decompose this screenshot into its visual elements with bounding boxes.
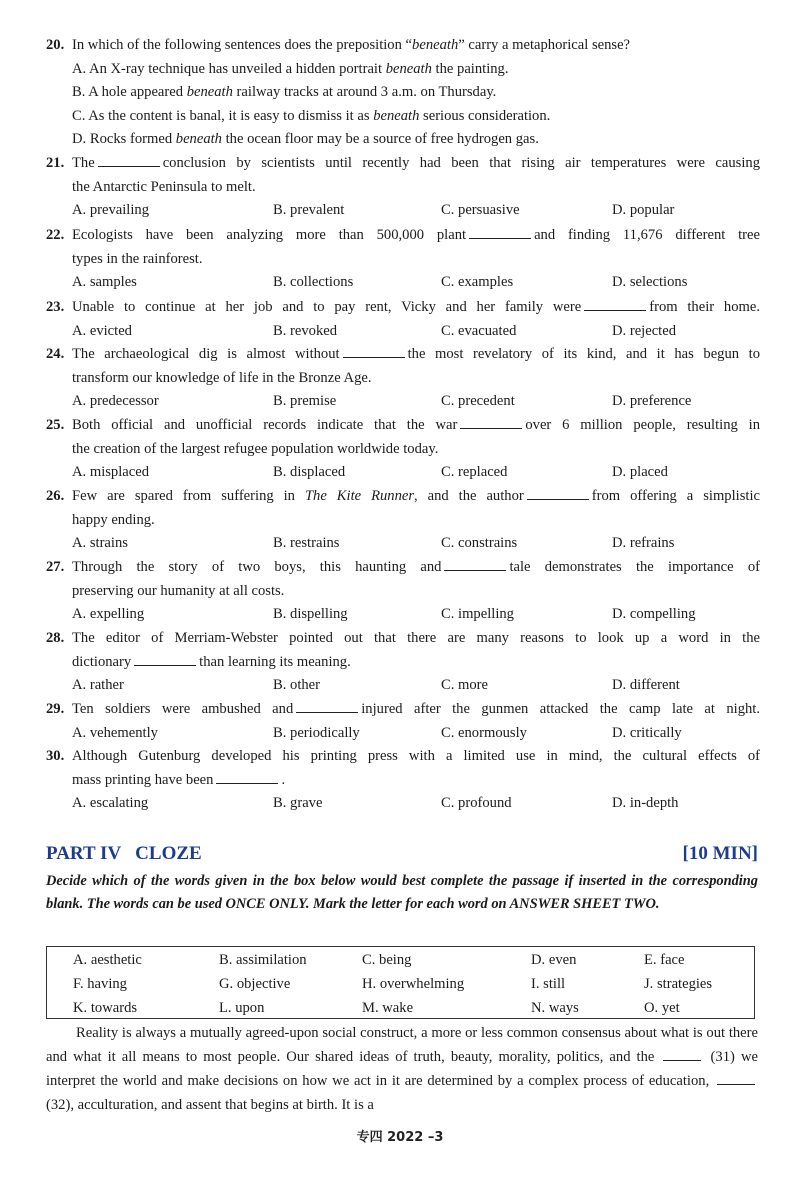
question-30 (46, 745, 760, 816)
option-c[interactable]: C. replaced (441, 464, 508, 480)
answer-blank[interactable] (444, 556, 506, 571)
option-d[interactable]: D. rejected (612, 322, 677, 339)
option-a[interactable]: A. rather (72, 677, 124, 693)
question-26 (46, 485, 760, 556)
word-option: O. yet (644, 1000, 680, 1016)
options-row (46, 390, 760, 414)
answer-blank[interactable] (216, 769, 278, 784)
question-stem-continued: mass printing have been . (46, 769, 760, 793)
question-stem: Through the story of two boys, this haunting and tale demonstrates the importance of (72, 556, 760, 580)
option-d[interactable]: D. different (612, 677, 680, 693)
option-b[interactable]: B. restrains (273, 535, 340, 551)
question-number: 21. (46, 155, 65, 171)
option-c[interactable]: C. constrains (441, 535, 518, 551)
section-instructions: Decide which of the words given in the box below would best complete the passage if inserted in the corresponding blank. The words can be used ONCE ONLY. Mark the letter for each word on ANSWER SHEET TWO. (46, 873, 758, 912)
question-stem: The archaeological dig is almost without the most revelatory of its kind, and it has begun to (72, 343, 760, 367)
option-a[interactable]: A. predecessor (72, 393, 159, 409)
option-c[interactable]: C. As the content is banal, it is easy to dismiss it as beneath serious consideration. (72, 107, 551, 124)
question-stem: Both official and unofficial records indicate that the war over 6 million people, resulting in (72, 414, 760, 438)
options-row (46, 722, 760, 746)
answer-blank[interactable] (460, 414, 522, 429)
word-option: I. still (531, 976, 566, 992)
option-b[interactable]: B. displaced (273, 464, 346, 480)
word-option: K. towards (73, 1000, 138, 1016)
word-option: B. assimilation (219, 952, 307, 968)
part-header (46, 843, 758, 865)
question-23 (46, 296, 760, 343)
question-number: 29. (46, 701, 65, 717)
option-b[interactable]: B. prevalent (273, 202, 345, 218)
option-a[interactable]: A. vehemently (72, 724, 158, 741)
question-stem: Although Gutenburg developed his printing press with a limited use in mind, the cultural effects of (72, 748, 760, 764)
question-27 (46, 556, 760, 627)
question-stem: Unable to continue at her job and to pay rent, Vicky and her family were from their home. (72, 296, 760, 320)
option-c[interactable]: C. persuasive (441, 202, 520, 218)
part-time: [10 MIN] (682, 843, 758, 864)
question-stem: Ecologists have been analyzing more than 500,000 plant and finding 11,676 different tree (72, 224, 760, 248)
option-d[interactable]: D. refrains (612, 535, 675, 551)
option-c[interactable]: C. precedent (441, 393, 515, 409)
options-row (46, 792, 760, 816)
option-c[interactable]: C. profound (441, 795, 512, 811)
option-b[interactable]: B. collections (273, 274, 354, 290)
options-row (46, 532, 760, 556)
option-b[interactable]: B. grave (273, 795, 323, 811)
answer-blank[interactable] (98, 152, 160, 167)
answer-blank-31[interactable] (663, 1046, 701, 1061)
option-d[interactable]: D. selections (612, 274, 688, 290)
word-option: H. overwhelming (362, 976, 465, 992)
page-footer: 专四 2022 –3 (356, 1130, 444, 1145)
word-option: G. objective (219, 976, 291, 992)
cloze-passage: Reality is always a mutually agreed-upon social construct, a more or less common consensus about what is out there and what it all means to most people. Our shared ideas of truth, beauty, morality, politics, and the (31) we interpret the world and make decisions on how we act in it are determined by a complex process of education, (32), acculturation, and assent that begins at birth. It is a (46, 1025, 758, 1113)
answer-blank[interactable] (343, 343, 405, 358)
option-d[interactable]: D. popular (612, 202, 675, 218)
question-25 (46, 414, 760, 485)
option-b[interactable]: B. other (273, 677, 321, 693)
options-row (46, 271, 760, 295)
question-24 (46, 343, 760, 414)
question-stem-continued: transform our knowledge of life in the Bronze Age. (72, 369, 372, 386)
option-c[interactable]: C. enormously (441, 724, 527, 741)
question-number: 25. (46, 417, 65, 433)
option-c[interactable]: C. more (441, 677, 489, 693)
option-a[interactable]: A. An X-ray technique has unveiled a hidden portrait beneath the painting. (72, 60, 509, 77)
option-d[interactable]: D. placed (612, 464, 668, 480)
word-option: J. strategies (644, 976, 713, 992)
option-b[interactable]: B. premise (273, 393, 337, 409)
option-b[interactable]: B. dispelling (273, 606, 348, 622)
question-stem: Ten soldiers were ambushed and injured after the gunmen attacked the camp late at night. (72, 698, 760, 722)
answer-blank[interactable] (469, 224, 531, 239)
option-d[interactable]: D. in-depth (612, 795, 679, 811)
word-option: C. being (362, 952, 412, 968)
option-a[interactable]: A. evicted (72, 322, 132, 339)
options-row (46, 320, 760, 344)
question-stem-continued: types in the rainforest. (72, 250, 203, 267)
option-c[interactable]: C. examples (441, 274, 514, 290)
question-stem-continued: the creation of the largest refugee population worldwide today. (72, 440, 439, 457)
question-stem: In which of the following sentences does the preposition “beneath” carry a metaphorical sense? (72, 37, 631, 53)
options-row (46, 603, 760, 627)
question-28 (46, 627, 760, 698)
question-number: 27. (46, 559, 65, 575)
options-row (46, 199, 760, 223)
option-c[interactable]: C. evacuated (441, 322, 517, 339)
answer-blank[interactable] (134, 651, 196, 666)
option-a[interactable]: A. prevailing (72, 202, 150, 218)
question-22 (46, 224, 760, 295)
option-d[interactable]: D. critically (612, 724, 682, 741)
option-a[interactable]: A. expelling (72, 606, 145, 622)
part-title (46, 843, 216, 865)
option-d[interactable]: D. Rocks formed beneath the ocean floor may be a source of free hydrogen gas. (72, 131, 539, 147)
options-row (46, 674, 760, 698)
question-21 (46, 152, 760, 223)
question-number: 24. (46, 346, 65, 362)
option-a[interactable]: A. escalating (72, 795, 149, 811)
word-option: A. aesthetic (73, 952, 142, 968)
question-stem: The editor of Merriam-Webster pointed out that there are many reasons to look up a word in the (72, 630, 760, 646)
question-20 (46, 34, 760, 152)
part-name: CLOZE (135, 843, 202, 864)
question-29 (46, 698, 760, 745)
part-label: PART IV (46, 843, 122, 864)
question-number: 28. (46, 630, 65, 646)
word-option: D. even (531, 952, 577, 968)
answer-blank[interactable] (527, 485, 589, 500)
question-number: 22. (46, 227, 65, 243)
option-c[interactable]: C. impelling (441, 606, 514, 622)
blank-number: (32), (46, 1097, 74, 1113)
options-row (46, 461, 760, 485)
word-option: M. wake (362, 1000, 414, 1016)
option-d[interactable]: D. compelling (612, 606, 696, 622)
blank-number: (31) (710, 1049, 735, 1065)
word-option: E. face (644, 952, 685, 968)
question-stem-continued: preserving our humanity at all costs. (72, 582, 285, 599)
answer-blank-32[interactable] (717, 1070, 755, 1085)
question-stem: Few are spared from suffering in The Kite Runner, and the author from offering a simplistic (72, 485, 760, 509)
option-a[interactable]: A. strains (72, 535, 128, 551)
question-stem-continued: happy ending. (72, 511, 155, 528)
word-box (46, 946, 755, 1019)
option-d[interactable]: D. preference (612, 393, 692, 409)
option-b[interactable]: B. revoked (273, 322, 338, 339)
option-a[interactable]: A. misplaced (72, 464, 150, 480)
question-number: 23. (46, 299, 65, 315)
option-b[interactable]: B. A hole appeared beneath railway tracks at around 3 a.m. on Thursday. (72, 84, 497, 100)
answer-blank[interactable] (584, 296, 646, 311)
word-option: L. upon (219, 1000, 265, 1016)
word-option: N. ways (531, 1000, 579, 1016)
question-number: 20. (46, 37, 65, 53)
answer-blank[interactable] (296, 698, 358, 713)
question-stem: The conclusion by scientists until recently had been that rising air temperatures were causing (72, 152, 760, 176)
option-a[interactable]: A. samples (72, 274, 137, 290)
word-option: F. having (73, 976, 127, 992)
question-number: 26. (46, 488, 65, 504)
question-stem-continued: the Antarctic Peninsula to melt. (72, 178, 256, 195)
option-b[interactable]: B. periodically (273, 724, 360, 741)
question-stem-continued: dictionary than learning its meaning. (46, 651, 760, 675)
question-number: 30. (46, 748, 65, 764)
